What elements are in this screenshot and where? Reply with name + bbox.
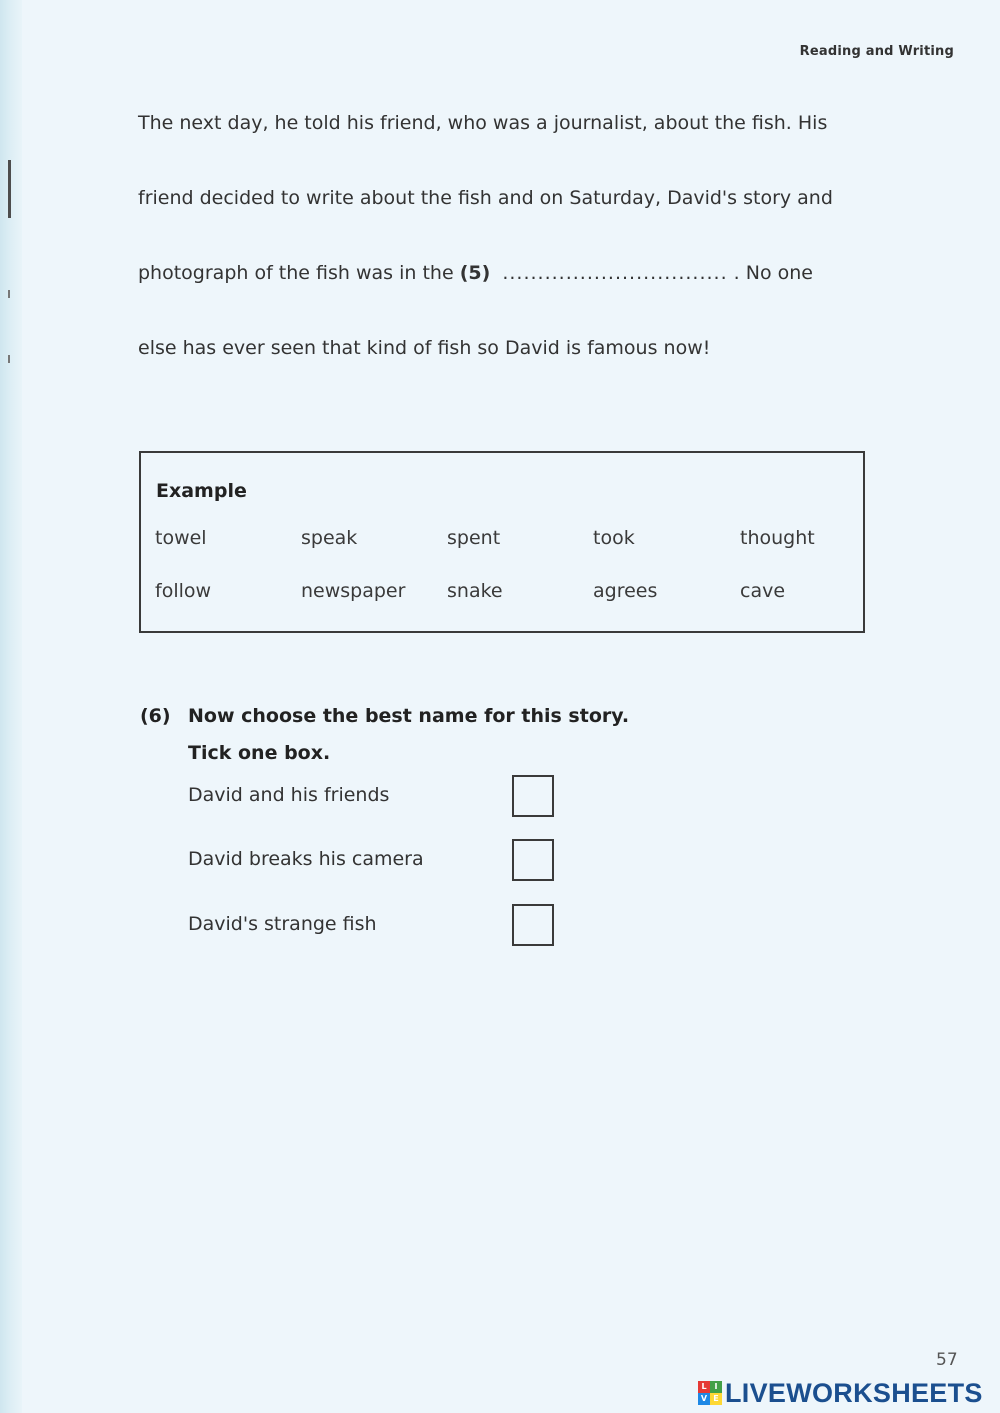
word-bank-word: thought xyxy=(740,527,815,549)
logo-text: LIVEWORKSHEETS xyxy=(725,1377,983,1408)
logo-icon-letter: L xyxy=(698,1381,710,1393)
paragraph-line-3 xyxy=(138,262,813,284)
question-number: (6) xyxy=(140,705,171,727)
option-label-1: David and his friends xyxy=(188,784,390,806)
page-binding-edge xyxy=(0,0,22,1413)
edge-mark xyxy=(8,290,10,298)
paragraph-line-2: friend decided to write about the fish and on Saturday, David's story and xyxy=(138,187,833,209)
logo-grid-icon xyxy=(698,1381,722,1405)
tick-box-3[interactable] xyxy=(512,904,554,946)
question-instruction: Now choose the best name for this story. xyxy=(188,705,630,727)
liveworksheets-logo[interactable] xyxy=(698,1378,983,1408)
word-bank-title: Example xyxy=(156,480,247,502)
tick-box-2[interactable] xyxy=(512,839,554,881)
word-bank-word: agrees xyxy=(593,580,658,602)
word-bank-word: spent xyxy=(447,527,501,549)
page-number: 57 xyxy=(936,1350,958,1370)
word-bank-word: newspaper xyxy=(301,580,406,602)
edge-mark xyxy=(8,160,11,218)
edge-mark xyxy=(8,355,10,363)
word-bank-word: towel xyxy=(155,527,207,549)
word-bank-word: took xyxy=(593,527,635,549)
gap-number: (5) xyxy=(459,262,491,284)
logo-icon-letter: V xyxy=(698,1393,710,1405)
word-bank-word: speak xyxy=(301,527,358,549)
word-bank-word: snake xyxy=(447,580,503,602)
word-bank-box xyxy=(139,451,865,633)
question-sub-instruction: Tick one box. xyxy=(188,742,331,764)
line-3-text: photograph of the fish was in the xyxy=(138,262,454,284)
logo-icon-letter: E xyxy=(710,1393,722,1405)
tick-box-1[interactable] xyxy=(512,775,554,817)
paragraph-line-4: else has ever seen that kind of fish so David is famous now! xyxy=(138,337,711,359)
option-label-3: David's strange fish xyxy=(188,913,377,935)
section-header: Reading and Writing xyxy=(799,44,954,59)
paragraph-line-1: The next day, he told his friend, who was a journalist, about the fish. His xyxy=(138,112,828,134)
line-3-end: . No one xyxy=(733,262,813,284)
option-label-2: David breaks his camera xyxy=(188,848,424,870)
word-bank-word: follow xyxy=(155,580,212,602)
word-bank-word: cave xyxy=(740,580,786,602)
logo-icon-letter: I xyxy=(710,1381,722,1393)
gap-blank[interactable]: ................................ xyxy=(502,262,728,284)
